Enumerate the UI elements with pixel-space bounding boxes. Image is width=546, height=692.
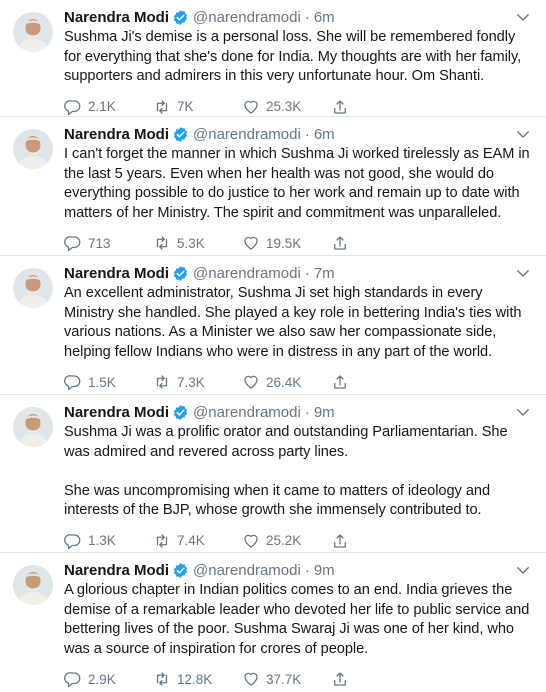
chevron-down-icon[interactable]	[514, 561, 532, 579]
tweet-header	[64, 263, 532, 283]
like-icon	[242, 234, 260, 252]
share-icon	[331, 373, 349, 391]
share-button[interactable]	[331, 670, 361, 688]
tweet-actions	[64, 531, 532, 551]
share-button[interactable]	[331, 532, 361, 550]
reply-count: 713	[88, 235, 111, 251]
retweet-count: 7.3K	[177, 374, 205, 390]
separator: ·	[304, 561, 310, 579]
reply-icon	[64, 532, 82, 550]
retweet-button[interactable]	[153, 532, 242, 550]
tweet-actions	[64, 97, 532, 117]
like-button[interactable]	[242, 373, 331, 391]
retweet-button[interactable]	[153, 670, 242, 688]
tweet-header	[64, 7, 532, 27]
reply-button[interactable]	[64, 234, 153, 252]
tweet-header	[64, 124, 532, 144]
author-handle[interactable]: @narendramodi	[193, 561, 301, 579]
separator: ·	[304, 125, 310, 143]
like-icon	[242, 373, 260, 391]
reply-icon	[64, 670, 82, 688]
author-name[interactable]: Narendra Modi	[64, 125, 170, 143]
timestamp[interactable]: 9m	[313, 403, 335, 421]
timestamp[interactable]: 9m	[313, 561, 335, 579]
share-button[interactable]	[331, 373, 361, 391]
author-handle[interactable]: @narendramodi	[193, 403, 301, 421]
like-button[interactable]	[242, 234, 331, 252]
like-count: 26.4K	[266, 374, 302, 390]
tweet-text: I can't forget the manner in which Sushma Ji worked tirelessly as EAM in the last 5 years. Even when her health was not good, she would do everything possible to do justice to her work and remain up to date with matters of her Ministry. The spirit and commitment was unparalleled.	[64, 146, 534, 221]
like-count: 37.7K	[266, 671, 302, 687]
avatar[interactable]	[13, 407, 53, 447]
like-icon	[242, 532, 260, 550]
separator: ·	[304, 403, 310, 421]
share-icon	[331, 98, 349, 116]
reply-icon	[64, 98, 82, 116]
author-name[interactable]: Narendra Modi	[64, 403, 170, 421]
tweet[interactable]	[0, 395, 546, 553]
timestamp[interactable]: 6m	[313, 8, 335, 26]
reply-button[interactable]	[64, 532, 153, 550]
share-icon	[331, 532, 349, 550]
author-handle[interactable]: @narendramodi	[193, 264, 301, 282]
verified-badge-icon	[172, 126, 189, 143]
reply-button[interactable]	[64, 98, 153, 116]
chevron-down-icon[interactable]	[514, 8, 532, 26]
reply-count: 1.3K	[88, 533, 116, 549]
avatar[interactable]	[13, 268, 53, 308]
like-button[interactable]	[242, 670, 331, 688]
retweet-button[interactable]	[153, 373, 242, 391]
share-icon	[331, 234, 349, 252]
retweet-count: 7.4K	[177, 533, 205, 549]
reply-button[interactable]	[64, 670, 153, 688]
retweet-icon	[153, 98, 171, 116]
share-icon	[331, 670, 349, 688]
tweet-text: A glorious chapter in Indian politics comes to an end. India grieves the demise of a remarkable leader who devoted her life to public service and bettering lives of the poor. Sushma Swaraj Ji was one of her kind, who was a source of inspiration for crores of people.	[64, 582, 534, 657]
chevron-down-icon[interactable]	[514, 125, 532, 143]
retweet-icon	[153, 532, 171, 550]
share-button[interactable]	[331, 234, 361, 252]
tweet-header	[64, 402, 532, 422]
reply-count: 2.1K	[88, 99, 116, 115]
reply-icon	[64, 373, 82, 391]
retweet-button[interactable]	[153, 234, 242, 252]
like-button[interactable]	[242, 98, 331, 116]
reply-icon	[64, 234, 82, 252]
tweet-text: An excellent administrator, Sushma Ji set high standards in every Ministry she handled. She played a key role in bettering India's ties with various nations. As a Minister we also saw her compassionate side, helping fellow Indians who were in distress in any part of the world.	[64, 285, 526, 360]
share-button[interactable]	[331, 98, 361, 116]
tweet[interactable]	[0, 256, 546, 395]
reply-count: 2.9K	[88, 671, 116, 687]
like-count: 25.3K	[266, 99, 302, 115]
chevron-down-icon[interactable]	[514, 403, 532, 421]
like-button[interactable]	[242, 532, 331, 550]
like-count: 19.5K	[266, 235, 302, 251]
verified-badge-icon	[172, 404, 189, 421]
separator: ·	[304, 8, 310, 26]
timestamp[interactable]: 6m	[313, 125, 335, 143]
author-handle[interactable]: @narendramodi	[193, 8, 301, 26]
tweet-text: Sushma Ji was a prolific orator and outstanding Parliamentarian. She was admired and revered across party lines. She was uncompromising when it came to matters of ideology and interests of the BJP, whose growth she immensely contributed to.	[64, 424, 508, 519]
retweet-count: 7K	[177, 99, 194, 115]
tweet-actions	[64, 669, 532, 689]
timestamp[interactable]: 7m	[313, 264, 335, 282]
tweet[interactable]	[0, 117, 546, 256]
tweet-actions	[64, 372, 532, 392]
author-name[interactable]: Narendra Modi	[64, 8, 170, 26]
like-icon	[242, 98, 260, 116]
retweet-icon	[153, 373, 171, 391]
retweet-button[interactable]	[153, 98, 242, 116]
author-handle[interactable]: @narendramodi	[193, 125, 301, 143]
like-icon	[242, 670, 260, 688]
separator: ·	[304, 264, 310, 282]
tweet-text: Sushma Ji's demise is a personal loss. She will be remembered fondly for everything that she's done for India. My thoughts are with her family, supporters and admirers in this very unfortunate hour. Om Shanti.	[64, 29, 526, 85]
reply-count: 1.5K	[88, 374, 116, 390]
retweet-icon	[153, 234, 171, 252]
tweet[interactable]	[0, 0, 546, 117]
verified-badge-icon	[172, 562, 189, 579]
verified-badge-icon	[172, 265, 189, 282]
author-name[interactable]: Narendra Modi	[64, 561, 170, 579]
reply-button[interactable]	[64, 373, 153, 391]
author-name[interactable]: Narendra Modi	[64, 264, 170, 282]
tweet-actions	[64, 233, 532, 253]
chevron-down-icon[interactable]	[514, 264, 532, 282]
retweet-count: 12.8K	[177, 671, 213, 687]
verified-badge-icon	[172, 9, 189, 26]
like-count: 25.2K	[266, 533, 302, 549]
avatar[interactable]	[13, 565, 53, 605]
avatar[interactable]	[13, 12, 53, 52]
retweet-count: 5.3K	[177, 235, 205, 251]
tweet-header	[64, 560, 532, 580]
avatar[interactable]	[13, 129, 53, 169]
tweet[interactable]	[0, 553, 546, 692]
retweet-icon	[153, 670, 171, 688]
